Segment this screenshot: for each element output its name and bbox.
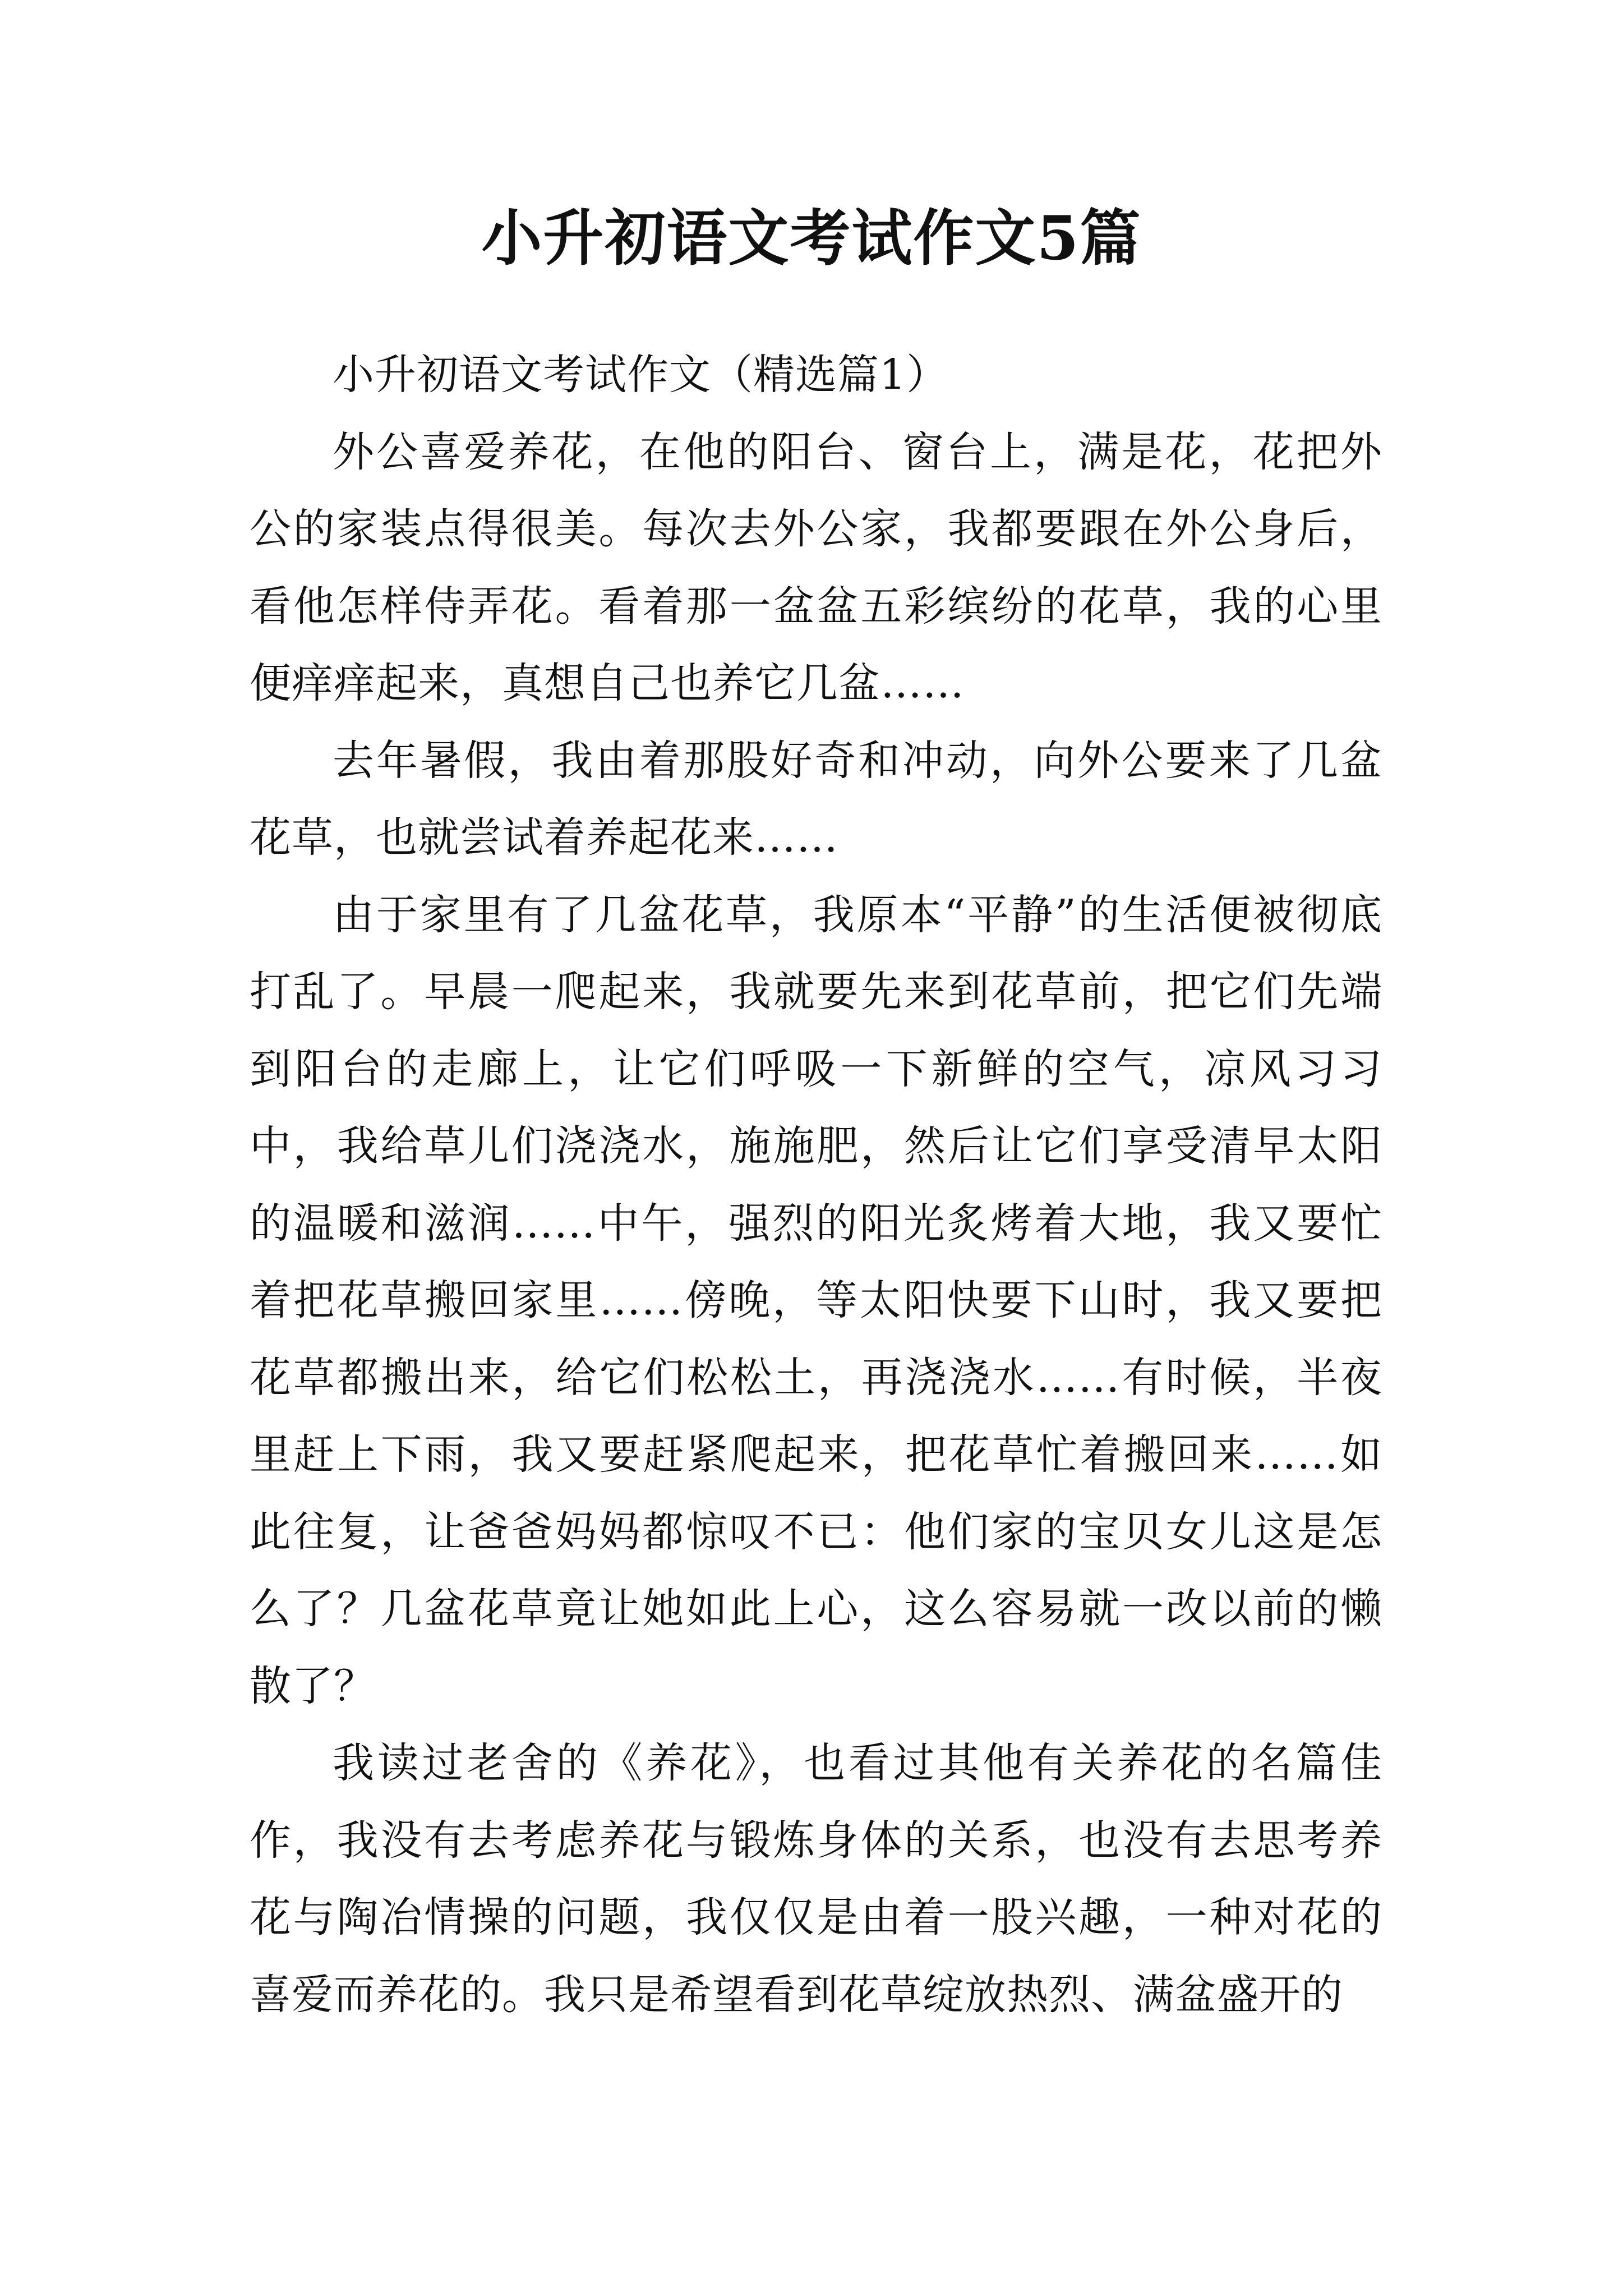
section-heading: 小升初语文考试作文（精选篇1）	[333, 351, 949, 399]
document-title: 小升初语文考试作文5篇	[481, 203, 1142, 274]
paragraph-4: 我读过老舍的《养花》，也看过其他有关养花的名篇佳作，我没有去考虑养花与锻炼身体的关系，也没有去思考养花与陶冶情操的问题，我仅仅是由着一股兴趣，一种对花的喜爱而养花的。我只是希望看到花草绽放热烈、满盆盛开的	[250, 1739, 1382, 2019]
document-body	[250, 337, 1382, 2033]
paragraph-3: 由于家里有了几盆花草，我原本“平静”的生活便被彻底打乱了。早晨一爬起来，我就要先来到花草前，把它们先端到阳台的走廊上，让它们呼吸一下新鲜的空气，凉风习习中，我给草儿们浇浇水，施施肥，然后让它们享受清早太阳的温暖和滋润……中午，强烈的阳光炙烤着大地，我又要忙着把花草搬回家里……傍晚，等太阳快要下山时，我又要把花草都搬出来，给它们松松土，再浇浇水……有时候，半夜里赶上下雨，我又要赶紧爬起来，把花草忙着搬回来……如此往复，让爸爸妈妈都惊叹不已：他们家的宝贝女儿这是怎么了？几盆花草竟让她如此上心，这么容易就一改以前的懒散了？	[250, 890, 1382, 1710]
paragraph-2: 去年暑假，我由着那股好奇和冲动，向外公要来了几盆花草，也就尝试着养起花来……	[250, 736, 1382, 862]
paragraph-1: 外公喜爱养花，在他的阳台、窗台上，满是花，花把外公的家装点得很美。每次去外公家，我都要跟在外公身后，看他怎样侍弄花。看着那一盆盆五彩缤纷的花草，我的心里便痒痒起来，真想自己也养它几盆……	[250, 427, 1382, 707]
